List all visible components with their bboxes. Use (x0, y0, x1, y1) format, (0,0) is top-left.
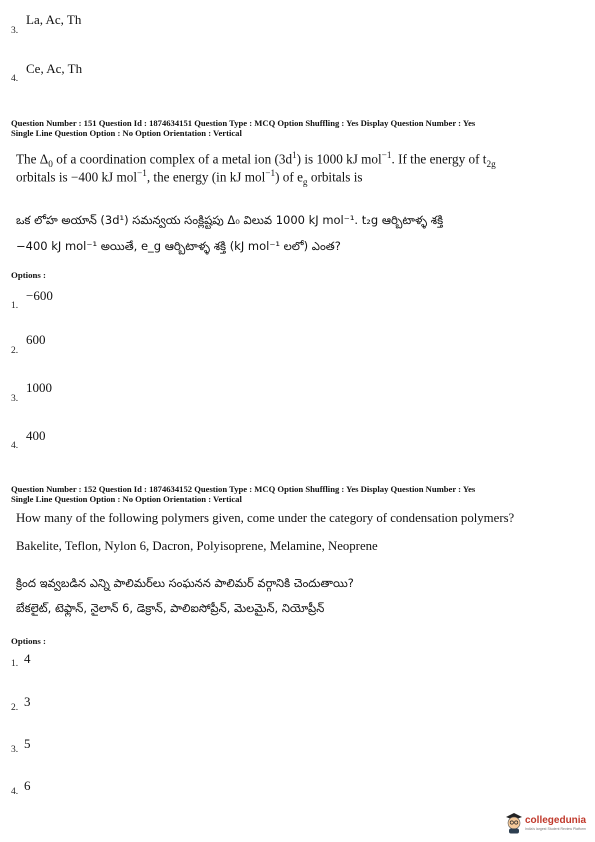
q152-option-4-number: 4. (11, 787, 19, 797)
q152-option-1-number: 1. (11, 659, 19, 669)
q151-text-g: ) of e (275, 169, 303, 185)
question-152-options-label: Options : (11, 636, 46, 646)
question-151-header-line2: Single Line Question Option : No Option Orientation : Vertical (11, 127, 242, 138)
q152-option-3-value[interactable]: 5 (24, 736, 31, 751)
q151-text-h: orbitals is (307, 169, 363, 185)
question-151-telugu-line1: ఒక లోహ అయాన్ (3d¹) సమన్వయ సంక్లిష్టపు Δ₀ విలువ 1000 kJ mol⁻¹. t₂g ఆర్బిటాళ్ళ శక్తి (16, 213, 444, 227)
q151-sup-4: −1 (265, 168, 276, 178)
q151-sup-1: 1 (292, 150, 297, 160)
q152-option-4-value[interactable]: 6 (24, 778, 31, 793)
q151-text-f: , the energy (in kJ mol (146, 169, 266, 185)
collegedunia-logo (503, 810, 588, 836)
logo-wordmark: collegedunia (525, 815, 587, 826)
q152-option-2-value[interactable]: 3 (24, 694, 31, 709)
q151-option-1-value[interactable]: −600 (26, 288, 53, 303)
q151-text-e: orbitals is −400 kJ mol (16, 169, 137, 185)
question-152-header-line1: Question Number : 152 Question Id : 1874634152 Question Type : MCQ Option Shuffling : Yes Display Question Number : Yes (11, 484, 476, 494)
q151-option-3-value[interactable]: 1000 (26, 380, 52, 395)
question-152-header (11, 485, 586, 504)
q151-sub-2g: 2g (486, 159, 496, 170)
q151-text-d: . If the energy of t (391, 151, 487, 167)
question-151-options-label: Options : (11, 270, 46, 280)
question-152-header-line2: Single Line Question Option : No Option Orientation : Vertical (11, 493, 242, 504)
q151-option-4-number: 4. (11, 441, 19, 451)
question-151-english-line2 (16, 165, 363, 191)
q152-option-2-number: 2. (11, 703, 19, 713)
q151-option-1-number: 1. (11, 301, 19, 311)
question-152-english-line1: How many of the following polymers given, come under the category of condensation polymers? (16, 511, 515, 525)
prev-option-3-number: 3. (11, 26, 19, 36)
q151-sub-g: g (302, 177, 308, 188)
question-151-telugu-line2: −400 kJ mol⁻¹ అయితే, e_g ఆర్బిటాళ్ళ శక్తి (kJ mol⁻¹ లలో) ఎంత? (16, 239, 341, 253)
question-152-telugu-line2: బేకలైట్, టెఫ్లాన్, నైలాన్ 6, డెక్రాన్, పాలిఐసోప్రీన్, మెలమైన్, నియోప్రీన్ (16, 601, 325, 615)
mascot-icon (503, 810, 525, 834)
q151-option-2-value[interactable]: 600 (26, 332, 46, 347)
question-152-english-line2: Bakelite, Teflon, Nylon 6, Dacron, Polyisoprene, Melamine, Neoprene (16, 539, 378, 553)
q151-text-b: of a coordination complex of a metal ion (3d (52, 151, 293, 167)
logo-tagline: India's largest Student Review Platform (525, 827, 586, 831)
q151-sub-0: 0 (48, 159, 53, 170)
q151-text-c: ) is 1000 kJ mol (296, 151, 382, 167)
question-151-header-line1: Question Number : 151 Question Id : 1874634151 Question Type : MCQ Option Shuffling : Yes Display Question Number : Yes (11, 118, 476, 128)
q151-sup-2: −1 (381, 150, 392, 160)
q151-option-2-number: 2. (11, 346, 19, 356)
q152-option-3-number: 3. (11, 745, 19, 755)
q151-option-4-value[interactable]: 400 (26, 428, 46, 443)
prev-option-3-value: La, Ac, Th (26, 12, 82, 27)
question-151-header (11, 119, 586, 138)
q151-text-a: The Δ (16, 151, 49, 167)
question-152-telugu-line1: క్రింద ఇవ్వబడిన ఎన్ని పాలిమర్‌లు సంఘనన పాలిమర్ వర్గానికి చెందుతాయి? (16, 576, 354, 590)
q151-sup-3: −1 (137, 168, 147, 178)
q151-option-3-number: 3. (11, 394, 19, 404)
q152-option-1-value[interactable]: 4 (24, 651, 31, 666)
prev-option-4-number: 4. (11, 74, 19, 84)
prev-option-4-value: Ce, Ac, Th (26, 61, 83, 76)
